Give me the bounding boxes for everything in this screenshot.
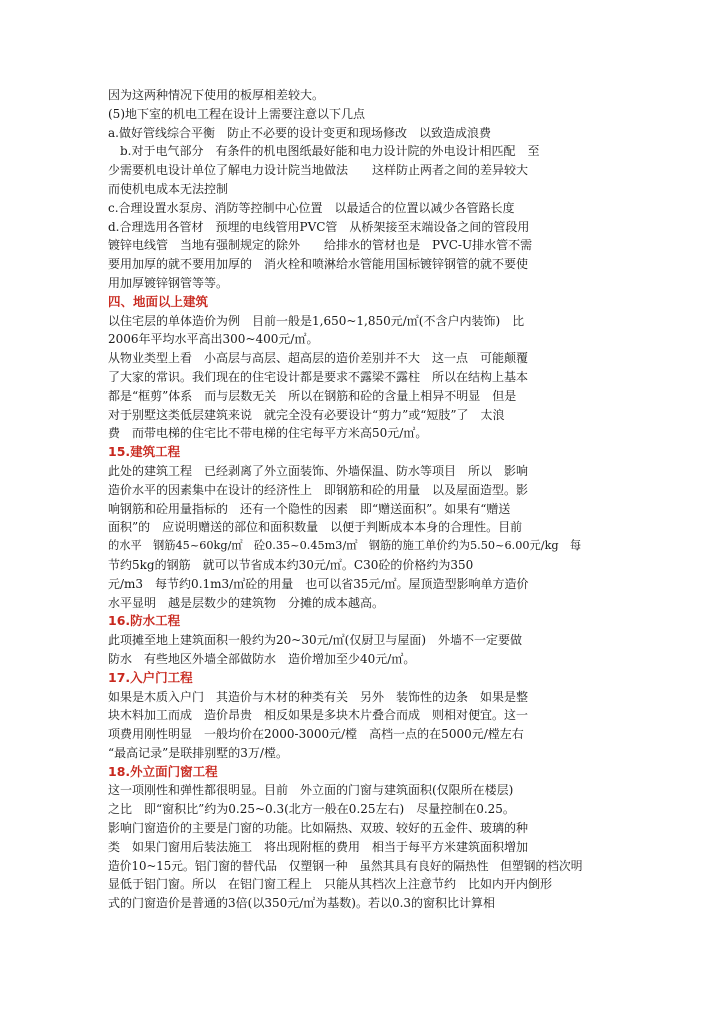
section-heading-entry-door: 17.入户门工程 — [108, 669, 193, 685]
text-line: 面积”的 应说明赠送的部位和面积数量 以便于判断成本本身的合理性。目前 — [108, 520, 523, 535]
text-line: 从物业类型上看 小高层与高层、超高层的造价差别并不大 这一点 可能颠覆 — [108, 351, 529, 366]
text-line: 这一项刚性和弹性都很明显。目前 外立面的门窗与建筑面积(仅限所在楼层) — [108, 783, 514, 798]
text-line: 水平显明 越是层数少的建筑物 分摊的成本越高。 — [108, 595, 385, 610]
text-line: 镀锌电线管 当地有强制规定的除外 给排水的管材也是 PVC-U排水管不需 — [108, 238, 533, 253]
text-line: 影响门窗造价的主要是门窗的功能。比如隔热、双玻、较好的五金件、玻璃的种 — [108, 821, 529, 836]
text-line: 此项摊至地上建筑面积一般约为20~30元/㎡(仅厨卫与屋面) 外墙不一定要做 — [108, 633, 523, 648]
text-line: 以住宅层的单体造价为例 目前一般是1,650~1,850元/㎡(不含户内装饰) 比 — [108, 313, 525, 328]
text-line: 造价水平的因素集中在设计的经济性上 即钢筋和砼的用量 以及屋面造型。影 — [108, 482, 529, 497]
text-line: 费 而带电梯的住宅比不带电梯的住宅每平方米高50元/㎡。 — [108, 426, 428, 441]
text-line: 而使机电成本无法控制 — [108, 181, 229, 196]
text-line: 元/m3 每节约0.1m3/㎡砼的用量 也可以省35元/㎡。屋顶造型影响单方造价 — [108, 576, 529, 591]
text-line: 2006年平均水平高出300~400元/㎡。 — [108, 332, 319, 347]
text-line: 式的门窗造价是普通的3倍(以350元/㎡为基数)。若以0.3的窗积比计算相 — [108, 896, 496, 911]
document-page — [108, 86, 583, 913]
text-line: 类 如果门窗用后装法施工 将出现附框的费用 相当于每平方米建筑面积增加 — [108, 839, 529, 854]
text-line: 响钢筋和砼用量指标的 还有一个隐性的因素 即“赠送面积”。如果有“赠送 — [108, 501, 511, 516]
text-line: 要用加厚的就不要用加厚的 消火栓和喷淋给水管能用国标镀锌钢管的就不要使 — [108, 257, 529, 272]
text-line: 的水平 钢筋45~60kg/㎡ 砼0.35~0.45m3/㎡ 钢筋的施工单价约为5.50~6.00元/kg 每 — [108, 539, 582, 553]
text-line: 用加厚镀锌钢管等等。 — [108, 275, 229, 290]
text-line: 块木料加工而成 造价昂贵 相反如果是多块木片叠合而成 则相对便宜。这一 — [108, 708, 529, 723]
text-line: 对于别墅这类低层建筑来说 就完全没有必要设计“剪力”或“短肢”了 太浪 — [108, 407, 505, 422]
text-line: 造价10~15元。铝门窗的替代品 仅塑钢一种 虽然其具有良好的隔热性 但塑钢的档次明 — [108, 858, 583, 873]
section-heading-above-ground: 四、地面以上建筑 — [108, 293, 209, 309]
section-heading-facade-windows: 18.外立面门窗工程 — [108, 763, 218, 779]
text-line: 此处的建筑工程 已经剥离了外立面装饰、外墙保温、防水等项目 所以 影响 — [108, 463, 529, 478]
text-line: (5)地下室的机电工程在设计上需要注意以下几点 — [108, 106, 365, 121]
text-line: 都是“框剪”体系 而与层数无关 所以在钢筋和砼的含量上相异不明显 但是 — [108, 388, 517, 403]
text-line: 了大家的常识。我们现在的住宅设计都是要求不露梁不露柱 所以在结构上基本 — [108, 369, 529, 384]
text-line: 因为这两种情况下使用的板厚相差较大。 — [108, 88, 325, 102]
text-line: d.合理选用各管材 预埋的电线管用PVC管 从桥架接至末端设备之间的管段用 — [108, 219, 530, 234]
text-line: 项费用刚性明显 一般均价在2000-3000元/樘 高档一点的在5000元/樘左右 — [108, 727, 524, 742]
text-line: “最高记录”是联排别墅的3万/樘。 — [108, 745, 288, 760]
text-line: 如果是木质入户门 其造价与木材的种类有关 另外 装饰性的边条 如果是整 — [108, 689, 529, 704]
text-line: 之比 即“窗积比”约为0.25~0.3(北方一般在0.25左右) 尽量控制在0.25。 — [108, 802, 515, 817]
section-heading-construction: 15.建筑工程 — [108, 444, 181, 460]
text-line: 防水 有些地区外墙全部做防水 造价增加至少40元/㎡。 — [108, 651, 416, 666]
text-line: 节约5kg的钢筋 就可以节省成本约30元/㎡。C30砼的价格约为350 — [108, 557, 474, 572]
text-line: c.合理设置水泵房、消防等控制中心位置 以最适合的位置以减少各管路长度 — [108, 200, 515, 215]
section-heading-waterproofing: 16.防水工程 — [108, 613, 181, 629]
text-line: b.对于电气部分 有条件的机电图纸最好能和电力设计院的外电设计相匹配 至 — [108, 144, 540, 159]
text-line: 少需要机电设计单位了解电力设计院当地做法 这样防止两者之间的差异较大 — [108, 163, 529, 178]
text-line: a.做好管线综合平衡 防止不必要的设计变更和现场修改 以致造成浪费 — [108, 125, 491, 140]
text-line: 显低于铝门窗。所以 在铝门窗工程上 只能从其档次上注意节约 比如内开内倒形 — [108, 877, 553, 892]
